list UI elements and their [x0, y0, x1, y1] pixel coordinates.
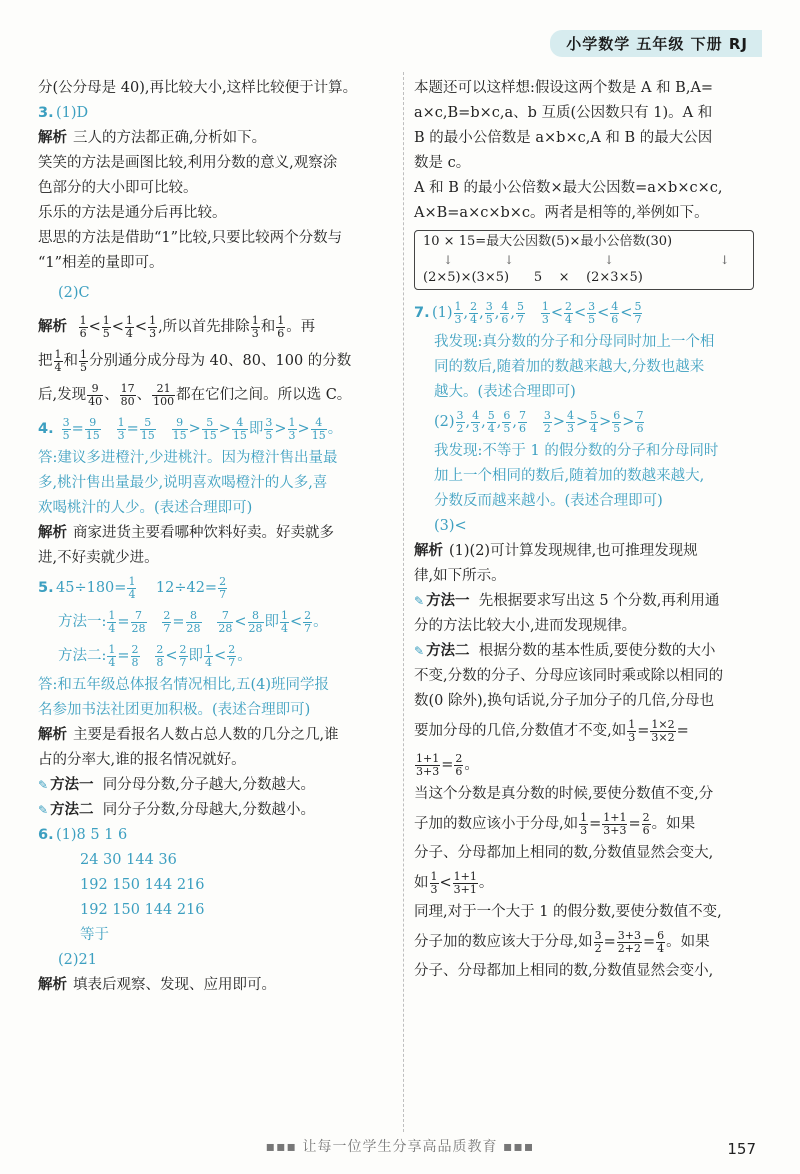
analysis-line: 解析 商家进货主要看哪种饮料好卖。好卖就多: [38, 525, 334, 541]
text-line: 数(0 除外),换句话说,分子加分子的几倍,分母也: [414, 693, 714, 709]
text-line: 分子加的数应该大于分母,如 $\frac{3}{2}$ = $\frac{3+3}{2+2}$ = $\frac{6}{4}$ 。如果: [414, 928, 710, 955]
text-line: 占的分率大,谁的报名情况就好。: [38, 752, 246, 768]
analysis-line: 解析 (1)(2)可计算发现规律,也可推理发现规: [414, 543, 698, 559]
text-line: B 的最小公倍数是 a×b×c,A 和 B 的最大公因: [414, 130, 713, 146]
text-line: 分子、分母都加上相同的数,分数值显然会变小,: [414, 963, 714, 979]
answer-text: 同的数后,随着加的数越来越大,分数也越来: [434, 359, 705, 375]
text-line: 色部分的大小即可比较。: [38, 180, 198, 196]
answer-6: 6. (1)8 5 1 6: [38, 827, 128, 843]
text-line: 分(公分母是 40),再比较大小,这样比较便于计算。: [38, 80, 358, 96]
text-line: 乐乐的方法是通分后再比较。: [38, 205, 227, 221]
text-line: A×B=a×c×b×c。两者是相等的,举例如下。: [414, 205, 709, 221]
text-line: 要加分母的几倍,分数值才不变,如 $\frac{1}{3}$ = $\frac{1\times 2}{3\times 2}$ =: [414, 717, 689, 744]
text-line: 同理,对于一个大于 1 的假分数,要使分数值不变,: [414, 904, 722, 920]
answer-text: 我发现:不等于 1 的假分数的分子和分母同时: [434, 443, 719, 459]
page-number: 157: [727, 1140, 756, 1158]
text-line: 进,不好卖就少进。: [38, 550, 159, 566]
answer-text: 分数反而越来越小。(表述合理即可): [434, 493, 663, 509]
text-line: 分子、分母都加上相同的数,分数值显然会变大,: [414, 845, 714, 861]
book-header-tag: 小学数学 五年级 下册 RJ: [550, 30, 762, 57]
left-column: [38, 76, 390, 998]
footer-slogan: ▪▪▪ 让每一位学生分享高品质教育 ▪▪▪: [265, 1139, 535, 1155]
text-line: $\frac{1+1}{3+3}$ = $\frac{2}{6}$ 。: [416, 751, 479, 778]
answer-7-2: (2) $\frac{3}{2}$ , $\frac{4}{3}$ , $\frac{5}{4}$ , $\frac{6}{5}$ , $\frac{7}{6}$ $\frac{3}{2}$ > $\frac{4}{3}$ > $\frac{5}{4}$ > $\frac{6}{5}$ > $\frac{7}{6}$: [434, 408, 644, 435]
answer-text: 欢喝桃汁的人少。(表述合理即可): [38, 500, 253, 516]
answer-3-2: (2)C: [58, 285, 90, 301]
text-line: 后,发现 $\frac{9}{40}$ 、 $\frac{17}{80}$ 、 $\frac{21}{100}$ 都在它们之间。所以选 C。: [38, 381, 352, 408]
column-divider: [403, 72, 404, 1132]
table-row: 24 30 144 36: [80, 852, 177, 868]
text-line: 思思的方法是借助“1”比较,只要比较两个分数与: [38, 230, 343, 246]
text-line: 把 $\frac{1}{4}$ 和 $\frac{1}{5}$ 分别通分成分母为 40、80、100 的分数: [38, 347, 352, 374]
answer-text: 我发现:真分数的分子和分母同时加上一个相: [434, 334, 715, 350]
text-line: 不变,分数的分子、分母应该同时乘或除以相同的: [414, 668, 724, 684]
answer-text: 答:和五年级总体报名情况相比,五(4)班同学报: [38, 677, 330, 693]
example-box: 10 × 15=最大公因数(5)×最小公倍数(30) ↓ ↓ ↓ ↓ (2×5)×(3×5) 5 × (2×3×5): [414, 230, 754, 290]
pen-icon: ✎: [38, 803, 49, 817]
answer-7-1: 7. (1) $\frac{1}{3}$ , $\frac{2}{4}$ , $\frac{3}{5}$ , $\frac{4}{6}$ , $\frac{5}{7}$ $\frac{1}{3}$ < $\frac{2}{4}$ < $\frac{3}{5}$ < $\frac{4}{6}$ < $\frac{5}{7}$: [414, 299, 642, 326]
table-row: 192 150 144 216: [80, 877, 205, 893]
answer-7-3: (3)<: [434, 518, 467, 534]
text-line: 笑笑的方法是画图比较,利用分数的意义,观察涂: [38, 155, 338, 171]
pen-icon: ✎: [38, 778, 49, 792]
answer-text: 加上一个相同的数后,随着加的数越来越大,: [434, 468, 705, 484]
answer-3: 3. (1)D: [38, 105, 89, 121]
text-line: 分的方法比较大小,进而发现规律。: [414, 618, 637, 634]
method-tip-1: ✎ 方法一 同分母分数,分子越大,分数越大。: [38, 777, 315, 793]
method-2-line: 方法二: $\frac{1}{4}$ = $\frac{2}{8}$ $\frac{2}{8}$ < $\frac{2}{7}$ 即 $\frac{1}{4}$ < $\frac{2}{7}$ 。: [58, 642, 252, 669]
table-row: 192 150 144 216: [80, 902, 205, 918]
answer-text: 多,桃汁售出量最少,说明喜欢喝橙汁的人多,喜: [38, 475, 328, 491]
method-tip-2: ✎ 方法二 同分子分数,分母越大,分数越小。: [38, 802, 315, 818]
method-1-line: 方法一: $\frac{1}{4}$ = $\frac{7}{28}$ $\frac{2}{7}$ = $\frac{8}{28}$ $\frac{7}{28}$ < $\frac{8}{28}$ 即 $\frac{1}{4}$ < $\frac{2}{7}$ 。: [58, 608, 328, 635]
answer-text: 名参加书法社团更加积极。(表述合理即可): [38, 702, 311, 718]
text-line: A 和 B 的最小公倍数×最大公因数=a×b×c×c,: [414, 180, 723, 196]
answer-5: 5. 45÷180= $\frac{1}{4}$ 12÷42= $\frac{2}{7}$: [38, 574, 227, 601]
text-line: a×c,B=b×c,a、b 互质(公因数只有 1)。A 和: [414, 105, 713, 121]
pen-icon: ✎: [414, 644, 425, 658]
text-line: “1”相差的量即可。: [38, 255, 164, 271]
text-line: 律,如下所示。: [414, 568, 506, 584]
right-column: [414, 76, 764, 984]
analysis-line: 解析 填表后观察、发现、应用即可。: [38, 977, 276, 993]
analysis-line: 解析 $\frac{1}{6}$ < $\frac{1}{5}$ < $\frac{1}{4}$ < $\frac{1}{3}$ ,所以首先排除 $\frac{1}{3}$ 和 $\frac{1}{6}$ 。再: [38, 313, 316, 340]
answer-text: 越大。(表述合理即可): [434, 384, 576, 400]
text-line: 数是 c。: [414, 155, 471, 171]
text-line: 本题还可以这样想:假设这两个数是 A 和 B,A=: [414, 80, 714, 96]
table-row: 等于: [80, 927, 109, 943]
text-line: 当这个分数是真分数的时候,要使分数值不变,分: [414, 786, 714, 802]
analysis-line: 解析 主要是看报名人数占总人数的几分之几,谁: [38, 727, 339, 743]
analysis-line: 解析 三人的方法都正确,分析如下。: [38, 130, 267, 146]
method-tip-2: ✎ 方法二 根据分数的基本性质,要使分数的大小: [414, 643, 716, 659]
text-line: 如 $\frac{1}{3}$ < $\frac{1+1}{3+1}$ 。: [414, 869, 494, 896]
answer-6-2: (2)21: [58, 952, 97, 968]
answer-4: 4. $\frac{3}{5}$ = $\frac{9}{15}$ $\frac{1}{3}$ = $\frac{5}{15}$ $\frac{9}{15}$ > $\frac{5}{15}$ > $\frac{4}{15}$ 即 $\frac{3}{5}$ > $\frac{1}{3}$ > $\frac{4}{15}$ 。: [38, 415, 343, 442]
text-line: 子加的数应该小于分母,如 $\frac{1}{3}$ = $\frac{1+1}{3+3}$ = $\frac{2}{6}$ 。如果: [414, 810, 696, 837]
arrow-down-icon: ↓ ↓ ↓ ↓: [443, 253, 734, 267]
pen-icon: ✎: [414, 594, 425, 608]
answer-text: 答:建议多进橙汁,少进桃汁。因为橙汁售出量最: [38, 450, 338, 466]
method-tip-1: ✎ 方法一 先根据要求写出这 5 个分数,再利用通: [414, 593, 720, 609]
